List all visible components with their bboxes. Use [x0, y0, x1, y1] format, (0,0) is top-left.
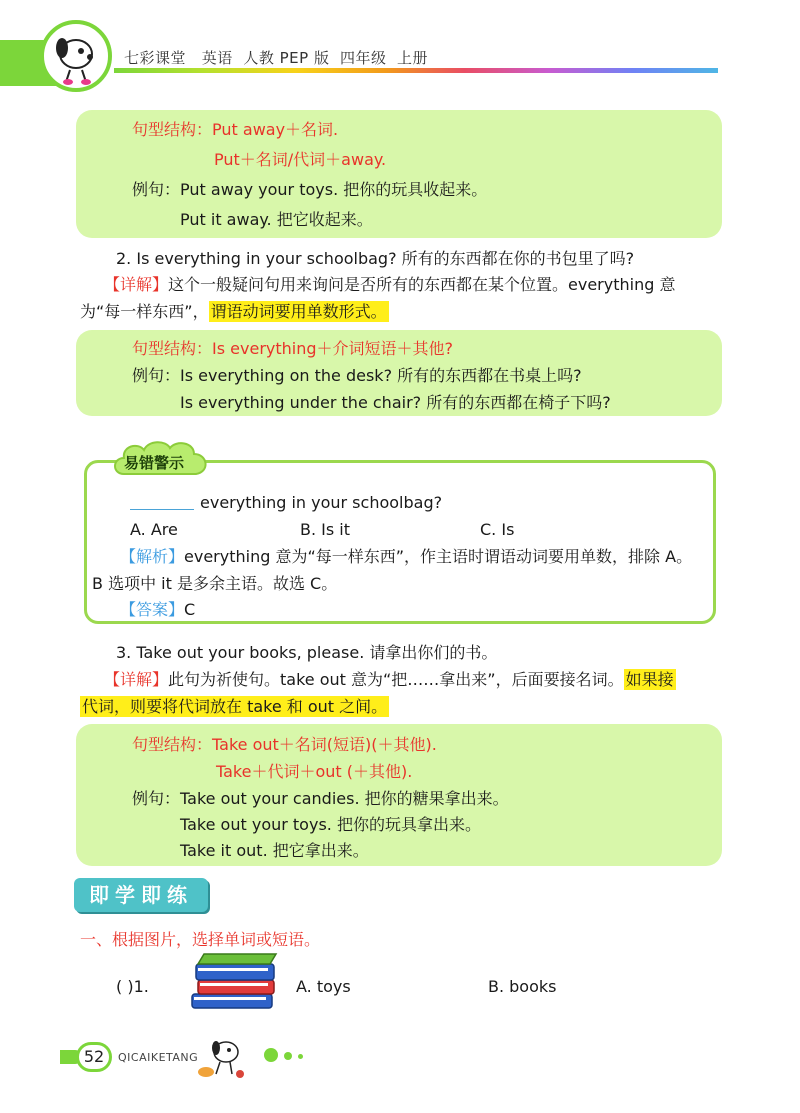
page-number: 52: [76, 1042, 112, 1072]
answer-blank: [130, 509, 194, 510]
example-line-1: [132, 791, 509, 807]
footer-dot-large: [264, 1048, 278, 1062]
item2-detail-line-1: [104, 277, 675, 293]
warning-title: 易错警示: [124, 454, 185, 472]
item3-detail-line-1: [104, 672, 676, 688]
detail-text: 为“每一样东西”，: [80, 302, 209, 321]
practice-heading: 即学即练: [74, 878, 208, 912]
option-a: A. Are: [130, 520, 178, 539]
pattern-text: Is everything＋介词短语＋其他?: [212, 339, 454, 358]
header-rainbow-rule: [114, 68, 718, 73]
highlighted-rule: 如果接: [625, 670, 674, 689]
detail-tag: 【详解】: [104, 275, 169, 294]
dog-with-fruit-icon: [196, 1030, 252, 1082]
pattern-line-1: [132, 341, 453, 357]
pattern-line-1: [132, 737, 437, 753]
example-label: 例句：: [132, 366, 181, 385]
answer-tag: 【答案】: [120, 600, 185, 619]
header-title: 七彩课堂 英语 人教 PEP 版 四年级 上册: [124, 49, 429, 67]
pattern-text: Take out＋名词(短语)(＋其他).: [212, 735, 437, 754]
example-text: Is everything on the desk? 所有的东西都在书桌上吗?: [180, 366, 582, 385]
warning-question: [130, 495, 442, 511]
pattern-line-2: Put＋名词/代词＋away.: [214, 150, 387, 169]
example-text: Put away your toys. 把你的玩具收起来。: [180, 180, 488, 199]
question-text: everything in your schoolbag?: [200, 493, 443, 512]
analysis-line-1: [120, 549, 692, 565]
stack-of-books-icon: [186, 950, 282, 1012]
detail-tag: 【详解】: [104, 670, 169, 689]
example-line-3: Take it out. 把它拿出来。: [180, 841, 369, 860]
highlighted-rule: 代词，则要将代词放在 take 和 out 之间。: [82, 697, 388, 716]
question-1-option-b: B. books: [488, 977, 557, 996]
example-line-2: Put it away. 把它收起来。: [180, 210, 373, 229]
item2-sentence: 2. Is everything in your schoolbag? 所有的东西都在你的书包里了吗?: [116, 249, 635, 268]
example-line-2: Is everything under the chair? 所有的东西都在椅子下吗?: [180, 393, 611, 412]
example-text: Take out your candies. 把你的糖果拿出来。: [180, 789, 509, 808]
detail-text: 这个一般疑问句用来询问是否所有的东西都在某个位置。everything 意: [168, 275, 676, 294]
answer-line: [120, 602, 195, 618]
highlighted-rule: 谓语动词要用单数形式。: [210, 302, 387, 321]
item3-sentence: 3. Take out your books, please. 请拿出你们的书。: [116, 643, 498, 662]
footer-dot-medium: [284, 1052, 292, 1060]
pattern-line-2: Take＋代词＋out (＋其他).: [216, 762, 413, 781]
pattern-label: 句型结构：: [132, 735, 213, 754]
dog-mascot-icon: [44, 24, 108, 88]
example-line-1: [132, 368, 582, 384]
header-mascot-badge: [40, 20, 112, 92]
question-1-option-a: A. toys: [296, 977, 351, 996]
question-1-bracket[interactable]: ( )1.: [116, 977, 149, 996]
example-label: 例句：: [132, 789, 181, 808]
analysis-text: everything 意为“每一样东西”，作主语时谓语动词要用单数，排除 A。: [184, 547, 693, 566]
pattern-text: Put away＋名词.: [212, 120, 339, 139]
footer-dot-small: [298, 1054, 303, 1059]
pattern-label: 句型结构：: [132, 120, 213, 139]
answer-value: C: [184, 600, 196, 619]
item2-detail-line-2: [80, 304, 389, 320]
footer-brand: QICAIKETANG: [118, 1051, 199, 1064]
example-line-1: [132, 182, 487, 198]
analysis-line-2: B 选项中 it 是多余主语。故选 C。: [92, 574, 338, 593]
option-c: C. Is: [480, 520, 515, 539]
pattern-line-1: [132, 122, 338, 138]
example-label: 例句：: [132, 180, 181, 199]
analysis-tag: 【解析】: [120, 547, 185, 566]
item3-detail-line-2: [80, 699, 389, 715]
detail-text: 此句为祈使句。take out 意为“把……拿出来”，后面要接名词。: [168, 670, 624, 689]
pattern-label: 句型结构：: [132, 339, 213, 358]
option-b: B. Is it: [300, 520, 351, 539]
practice-instruction: 一、根据图片，选择单词或短语。: [80, 930, 321, 949]
example-line-2: Take out your toys. 把你的玩具拿出来。: [180, 815, 481, 834]
